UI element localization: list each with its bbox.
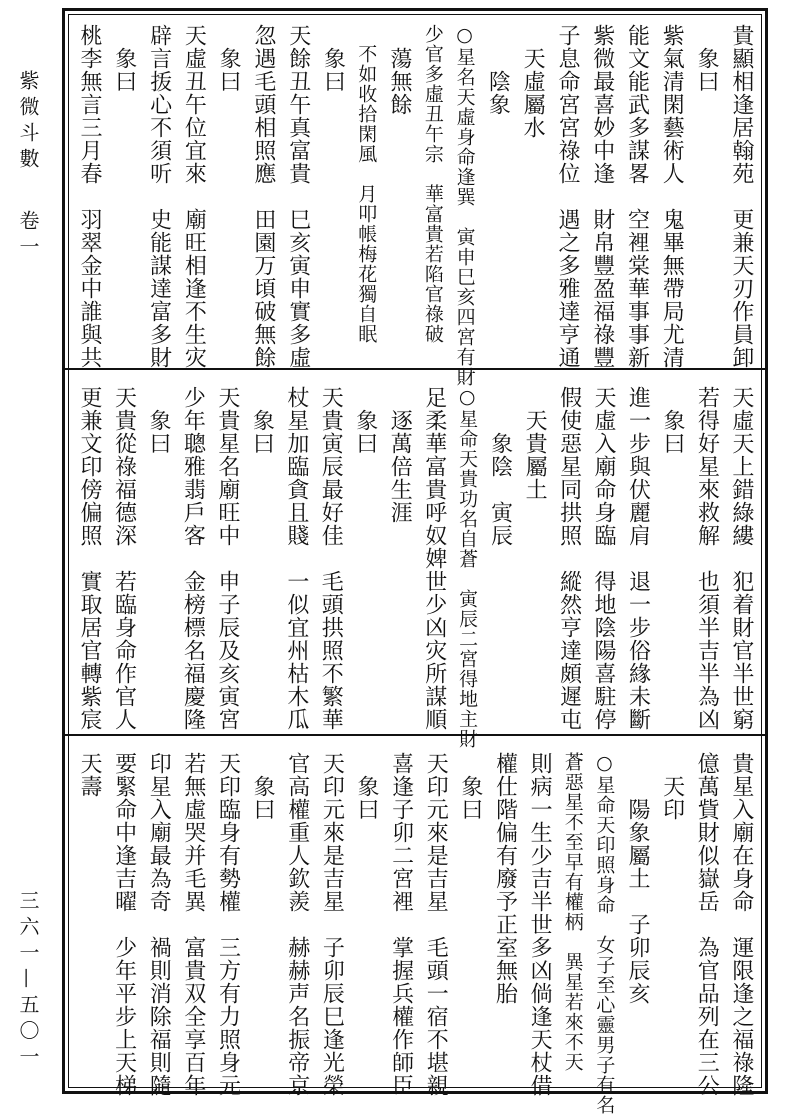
text-column: ○星名天虛身命逢巽 寅申巳亥四宮有財 [453,24,476,387]
text-column: 少年聰雅翡戶客 金榜標名福慶隆 [180,386,206,731]
text-column: 能文能武多謀畧 空裡棠華事事新 [624,24,650,369]
text-column: 子息命宮宮祿位 遇之多雅達亨通 [554,24,580,369]
text-section-2 [70,386,760,749]
text-column: 天貴寅辰最好佳 毛頭拱照不繁華 [318,386,344,731]
text-column: 象曰 [111,24,137,93]
text-column: 更兼文印傍偏照 實取居官轉紫宸 [77,386,102,731]
text-column: 天虛天上錯綠縷 犯着財官半世窮 [728,386,754,731]
text-column: 紫微最喜妙中逢 財帛豐盈福祿豐 [589,24,615,369]
volume-label: 卷一 [16,210,40,263]
text-column: 象曰 [250,752,276,821]
text-column: 天虛入廟命身臨 得地陰陽喜駐停 [591,386,617,731]
text-column: 貴星入廟在身命 運限逢之福祿隆 [728,752,754,1097]
text-column: 蕩無餘 [387,24,413,116]
text-column: 貴顯相逢居翰苑 更兼天刃作員卸 [728,24,754,369]
text-column: 象陰 寅辰 [487,386,513,547]
text-column: ○星命天印照身命 女子至心靈男子有名 [593,752,616,1115]
text-column: 足柔華富貴呼奴婢世少凶灾所謀順 [421,386,447,731]
text-column: 陽象屬土 子卯辰亥 [625,752,650,1005]
text-column: 辟言㧞心不須听 史能謀達富多財 [146,24,172,369]
text-column: 官高權重人欽羨 赫赫声名振帝京 [284,752,310,1097]
text-column: 天印元來是吉星 子卯辰巳逢光榮 [319,752,345,1097]
text-section-1 [70,24,760,387]
text-column: 天印 [659,752,685,821]
text-column: 天印元來是吉星 毛頭一宿不堪親 [423,752,449,1097]
text-column: 桃李無言三月春 羽翠金中誰與共 [77,24,102,369]
text-column: 天貴屬土 [522,386,548,501]
text-column: 印星入廟最為奇 禍則消除福則隨 [146,752,172,1097]
text-column: 忽遇毛頭相照應 田園万頃破無餘 [250,24,276,369]
text-column: 不如收拾閑風 月叩帳梅花獨自眠 [355,24,378,344]
text-column: 天貴從祿福德深 若臨身命作官人 [111,386,137,731]
text-column: 少官多虛丑午宗 華富貴若陷官祿破 [421,24,444,344]
text-column: 蒼惡星不至早有權柄 異星若來不天 [561,752,584,1072]
text-column: 象曰 [457,752,483,821]
text-column: 則病一生少吉半世多凶倘逢天杖借 [527,752,553,1097]
text-column: 象曰 [352,386,378,455]
text-column: 假使惡星同拱照 縱然亨達頗遲屯 [556,386,582,731]
text-column: 象曰 [249,386,275,455]
text-column: 天壽 [77,752,102,798]
section-divider [64,734,766,736]
text-column: 象曰 [659,386,685,455]
text-column: 若得好星來救解 也須半吉半為凶 [694,386,720,731]
text-column: 象曰 [216,24,242,93]
text-column: 象曰 [320,24,346,93]
text-column: 進一步與伏麗肩 退一步俗緣未斷 [625,386,651,731]
text-column: 紫氣清閑藝術人 鬼畢無帶局尤清 [659,24,685,369]
text-column: 象曰 [145,386,171,455]
text-column: 杖星加臨貪且賤 一似宜州枯木瓜 [283,386,309,731]
page-number: 三六一—五〇一 [16,890,40,1072]
text-column: 逐萬倍生涯 [387,386,413,524]
text-column: 象曰 [354,752,379,821]
text-column: 陰象 [485,24,511,116]
text-column: 億萬貲財似嶽岳 為官品列在三公 [694,752,720,1097]
text-section-3 [70,752,760,1115]
text-column: 天虛丑午位宜來 廟旺相逢不生灾 [181,24,207,369]
text-column: 天餘丑午真富貴 巳亥寅申實多虛 [285,24,311,369]
book-title: 紫微斗數 [16,70,40,174]
text-column: 天虛屬水 [520,24,546,139]
text-column: 象曰 [694,24,720,93]
text-column: 若無虛哭并毛異 富貴双全享百年 [180,752,206,1097]
text-column: 天印臨身有勢權 三方有力照身元 [215,752,241,1097]
text-column: 要緊命中逢吉曜 少年平步上天梯 [111,752,137,1097]
text-column: 喜逢子卯二宮裡 掌握兵權作師臣 [388,752,414,1097]
text-column: 權仕階偏有廢予正室無胎 [492,752,518,1005]
text-column: ○星命天貴功名自蒼 寅辰二宮得地主財 [456,386,479,749]
side-title [14,70,43,262]
text-column: 天貴星名廟旺中 申子辰及亥寅宮 [214,386,240,731]
